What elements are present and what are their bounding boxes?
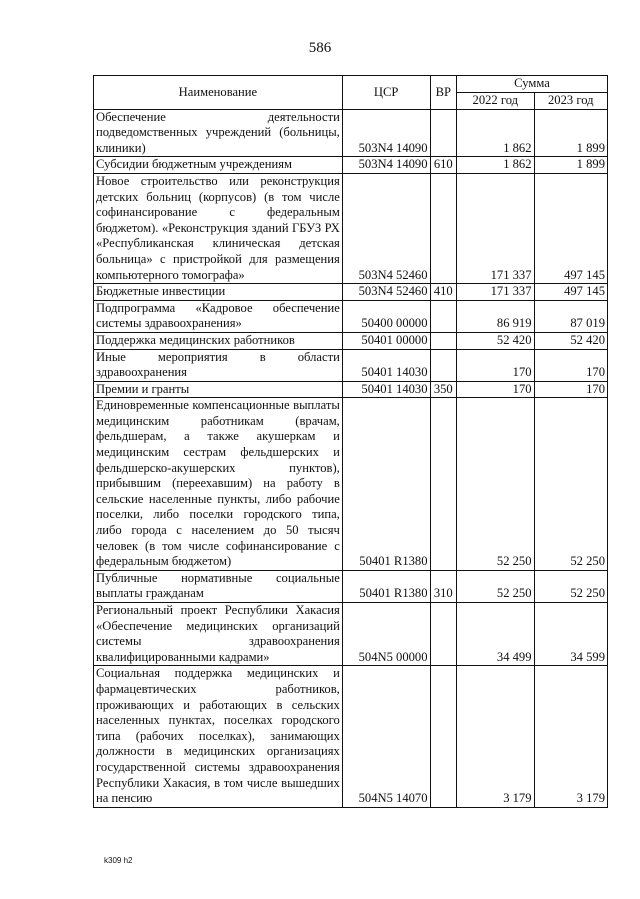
table-row: [94, 109, 608, 157]
table-row: [94, 398, 608, 571]
row-vr: [430, 332, 457, 349]
header-vr: ВР: [430, 76, 457, 110]
row-csr: 503N4 52460: [342, 284, 430, 301]
row-sum-2023: 497 145: [534, 173, 607, 283]
row-csr: 50401 14030: [342, 381, 430, 398]
row-name: Социальная поддержка медицинских и фармацевтических работников, проживающих и работающих в сельских населенных пунктах, поселках городского типа (рабочих поселках), занимающих должности в медицинских организациях государственной системы здравоохранения Республики Хакасия, в том числе вышедших на пенсию: [94, 666, 343, 807]
row-name: Единовременные компенсационные выплаты медицинским работникам (врачам, фельдшерам, а также акушеркам и медицинским сестрам фельдшерских и фельдшерско-акушерских пунктов), прибывшим (переехавшим) на работу в сельские населенные пункты, либо рабочие поселки, либо поселки городского типа, либо города с населением до 50 тысяч человек (в том числе софинансирование с федеральным бюджетом): [94, 398, 343, 571]
row-csr: 50401 14030: [342, 349, 430, 381]
table-row: [94, 173, 608, 283]
header-year-2022: 2022 год: [457, 93, 535, 110]
row-name: Субсидии бюджетным учреждениям: [94, 157, 343, 174]
row-csr: 504N5 14070: [342, 666, 430, 807]
row-vr: [430, 109, 457, 157]
row-csr: 503N4 52460: [342, 173, 430, 283]
row-vr: 350: [430, 381, 457, 398]
row-csr: 50401 00000: [342, 332, 430, 349]
row-csr: 50401 R1380: [342, 398, 430, 571]
table-row: [94, 349, 608, 381]
row-csr: 503N4 14090: [342, 157, 430, 174]
row-sum-2022: 52 250: [457, 398, 535, 571]
row-sum-2023: 3 179: [534, 666, 607, 807]
row-sum-2022: 171 337: [457, 284, 535, 301]
row-sum-2022: 34 499: [457, 603, 535, 666]
row-sum-2023: 52 250: [534, 570, 607, 602]
row-sum-2023: 87 019: [534, 300, 607, 332]
row-sum-2022: 86 919: [457, 300, 535, 332]
row-sum-2022: 52 250: [457, 570, 535, 602]
header-csr: ЦСР: [342, 76, 430, 110]
row-sum-2023: 170: [534, 381, 607, 398]
table-row: [94, 603, 608, 666]
row-vr: [430, 300, 457, 332]
header-name: Наименование: [94, 76, 343, 110]
row-name: Поддержка медицинских работников: [94, 332, 343, 349]
table-row: [94, 332, 608, 349]
row-name: Новое строительство или реконструкция детских больниц (корпусов) (в том числе софинансирование с федеральным бюджетом). «Реконструкция зданий ГБУЗ РХ «Республиканская клиническая детская больница» с пристройкой для размещения компьютерного томографа»: [94, 173, 343, 283]
row-sum-2023: 34 599: [534, 603, 607, 666]
row-name: Публичные нормативные социальные выплаты гражданам: [94, 570, 343, 602]
row-vr: [430, 603, 457, 666]
header-year-2023: 2023 год: [534, 93, 607, 110]
row-sum-2023: 1 899: [534, 157, 607, 174]
table-row: [94, 381, 608, 398]
row-sum-2022: 1 862: [457, 157, 535, 174]
row-sum-2023: 52 420: [534, 332, 607, 349]
row-sum-2022: 170: [457, 381, 535, 398]
row-sum-2023: 170: [534, 349, 607, 381]
row-name: Региональный проект Республики Хакасия «Обеспечение медицинских организаций системы здравоохранения квалифицированными кадрами»: [94, 603, 343, 666]
row-sum-2022: 3 179: [457, 666, 535, 807]
row-name: Бюджетные инвестиции: [94, 284, 343, 301]
table-header: [94, 76, 608, 110]
row-vr: [430, 398, 457, 571]
table-row: [94, 570, 608, 602]
row-name: Иные мероприятия в области здравоохранения: [94, 349, 343, 381]
row-vr: [430, 349, 457, 381]
row-vr: 310: [430, 570, 457, 602]
row-sum-2022: 171 337: [457, 173, 535, 283]
row-name: Подпрограмма «Кадровое обеспечение системы здравоохранения»: [94, 300, 343, 332]
row-name: Обеспечение деятельности подведомственных учреждений (больницы, клиники): [94, 109, 343, 157]
row-sum-2022: 170: [457, 349, 535, 381]
row-csr: 504N5 00000: [342, 603, 430, 666]
row-csr: 50401 R1380: [342, 570, 430, 602]
page-number: 586: [308, 40, 332, 56]
row-sum-2022: 1 862: [457, 109, 535, 157]
table-row: [94, 300, 608, 332]
row-sum-2022: 52 420: [457, 332, 535, 349]
header-sum: Сумма: [457, 76, 608, 93]
row-vr: 610: [430, 157, 457, 174]
table-row: [94, 157, 608, 174]
row-vr: 410: [430, 284, 457, 301]
row-vr: [430, 666, 457, 807]
row-csr: 503N4 14090: [342, 109, 430, 157]
table-row: [94, 666, 608, 807]
table-body: [94, 109, 608, 807]
table-row: [94, 284, 608, 301]
row-sum-2023: 1 899: [534, 109, 607, 157]
row-sum-2023: 497 145: [534, 284, 607, 301]
row-csr: 50400 00000: [342, 300, 430, 332]
footer-code: k309 h2: [104, 856, 133, 865]
row-vr: [430, 173, 457, 283]
row-sum-2023: 52 250: [534, 398, 607, 571]
row-name: Премии и гранты: [94, 381, 343, 398]
budget-table: [93, 75, 608, 808]
